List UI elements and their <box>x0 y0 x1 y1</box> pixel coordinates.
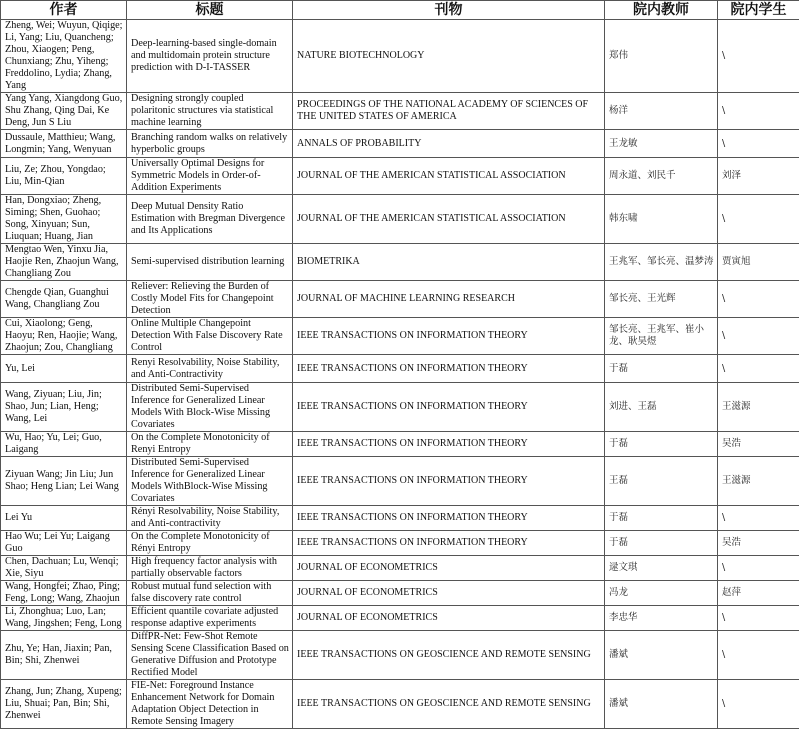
cell-authors: Cui, Xiaolong; Geng, Haoyu; Ren, Haojie; Wang, Zhaojun; Zou, Changliang <box>1 318 127 355</box>
table-row <box>1 506 799 531</box>
cell-faculty: 周永道、刘民千 <box>605 158 718 195</box>
cell-faculty: 刘进、王磊 <box>605 383 718 432</box>
cell-students: \ <box>718 631 799 680</box>
cell-faculty: 王兆军、邹长亮、温梦涛 <box>605 244 718 281</box>
cell-title: Designing strongly coupled polaritonic structures via statistical machine learning <box>127 93 293 130</box>
cell-journal: IEEE TRANSACTIONS ON INFORMATION THEORY <box>293 457 605 506</box>
cell-students: \ <box>718 506 799 531</box>
cell-authors: Zhu, Ye; Han, Jiaxin; Pan, Bin; Shi, Zhenwei <box>1 631 127 680</box>
cell-journal: IEEE TRANSACTIONS ON INFORMATION THEORY <box>293 355 605 383</box>
cell-faculty: 冯龙 <box>605 581 718 606</box>
cell-journal: IEEE TRANSACTIONS ON GEOSCIENCE AND REMOTE SENSING <box>293 680 605 729</box>
cell-students: \ <box>718 195 799 244</box>
cell-title: On the Complete Monotonicity of Renyi Entropy <box>127 432 293 457</box>
cell-title: Deep Mutual Density Ratio Estimation with Bregman Divergence and Its Applications <box>127 195 293 244</box>
cell-students: \ <box>718 556 799 581</box>
cell-journal: ANNALS OF PROBABILITY <box>293 130 605 158</box>
cell-faculty: 邹长亮、王兆军、崔小龙、耿昊煜 <box>605 318 718 355</box>
cell-students: 赵萍 <box>718 581 799 606</box>
cell-students: \ <box>718 680 799 729</box>
cell-students: \ <box>718 355 799 383</box>
cell-authors: Zhang, Jun; Zhang, Xupeng; Liu, Shuai; Pan, Bin; Shi, Zhenwei <box>1 680 127 729</box>
table-row <box>1 244 799 281</box>
cell-authors: Wu, Hao; Yu, Lei; Guo, Laigang <box>1 432 127 457</box>
cell-journal: IEEE TRANSACTIONS ON INFORMATION THEORY <box>293 531 605 556</box>
header-row <box>1 1 799 20</box>
cell-students: 贾寅旭 <box>718 244 799 281</box>
cell-faculty: 于磊 <box>605 355 718 383</box>
table-row <box>1 383 799 432</box>
cell-title: Universally Optimal Designs for Symmetric Models in Order-of-Addition Experiments <box>127 158 293 195</box>
cell-journal: JOURNAL OF ECONOMETRICS <box>293 581 605 606</box>
cell-students: \ <box>718 606 799 631</box>
cell-students: 王滋源 <box>718 457 799 506</box>
table-row <box>1 531 799 556</box>
cell-authors: Yu, Lei <box>1 355 127 383</box>
cell-faculty: 邹长亮、王光辉 <box>605 281 718 318</box>
cell-faculty: 郑伟 <box>605 20 718 93</box>
cell-faculty: 李忠华 <box>605 606 718 631</box>
table-row <box>1 457 799 506</box>
cell-students: 王滋源 <box>718 383 799 432</box>
cell-title: Online Multiple Changepoint Detection With False Discovery Rate Control <box>127 318 293 355</box>
table-row <box>1 432 799 457</box>
cell-title: Distributed Semi-Supervised Inference for Generalized Linear Models WithBlock-Wise Missing Covariates <box>127 457 293 506</box>
cell-students: 吴浩 <box>718 531 799 556</box>
cell-journal: IEEE TRANSACTIONS ON INFORMATION THEORY <box>293 432 605 457</box>
cell-authors: Dussaule, Matthieu; Wang, Longmin; Yang, Wenyuan <box>1 130 127 158</box>
cell-students: 吴浩 <box>718 432 799 457</box>
cell-title: Distributed Semi-Supervised Inference for Generalized Linear Models With Block-Wise Missing Covariates <box>127 383 293 432</box>
cell-title: Branching random walks on relatively hyperbolic groups <box>127 130 293 158</box>
cell-authors: Li, Zhonghua; Luo, Lan; Wang, Jingshen; Feng, Long <box>1 606 127 631</box>
cell-authors: Chengde Qian, Guanghui Wang, Changliang Zou <box>1 281 127 318</box>
cell-journal: JOURNAL OF THE AMERICAN STATISTICAL ASSOCIATION <box>293 195 605 244</box>
header-journal: 刊物 <box>293 1 605 20</box>
table-row <box>1 281 799 318</box>
table-row <box>1 556 799 581</box>
table-row <box>1 130 799 158</box>
cell-journal: IEEE TRANSACTIONS ON INFORMATION THEORY <box>293 383 605 432</box>
table-row <box>1 20 799 93</box>
cell-authors: Wang, Hongfei; Zhao, Ping; Feng, Long; Wang, Zhaojun <box>1 581 127 606</box>
cell-title: FIE-Net: Foreground Instance Enhancement Network for Domain Adaptation Object Detection in Remote Sensing Imagery <box>127 680 293 729</box>
cell-journal: BIOMETRIKA <box>293 244 605 281</box>
cell-authors: Wang, Ziyuan; Liu, Jin; Shao, Jun; Lian, Heng; Wang, Lei <box>1 383 127 432</box>
cell-authors: Ziyuan Wang; Jin Liu; Jun Shao; Heng Lian; Lei Wang <box>1 457 127 506</box>
cell-faculty: 潘斌 <box>605 631 718 680</box>
cell-students: \ <box>718 130 799 158</box>
cell-title: On the Complete Monotonicity of Rényi Entropy <box>127 531 293 556</box>
cell-title: Efficient quantile covariate adjusted response adaptive experiments <box>127 606 293 631</box>
cell-authors: Liu, Ze; Zhou, Yongdao; Liu, Min-Qian <box>1 158 127 195</box>
table-row <box>1 318 799 355</box>
cell-title: DiffPR-Net: Few-Shot Remote Sensing Scene Classification Based on Generative Diffusion and Prototype Rectified Model <box>127 631 293 680</box>
cell-title: Robust mutual fund selection with false discovery rate control <box>127 581 293 606</box>
cell-journal: JOURNAL OF THE AMERICAN STATISTICAL ASSOCIATION <box>293 158 605 195</box>
cell-authors: Han, Dongxiao; Zheng, Siming; Shen, Guohao; Song, Xinyuan; Sun, Liuquan; Huang, Jian <box>1 195 127 244</box>
cell-authors: Hao Wu; Lei Yu; Laigang Guo <box>1 531 127 556</box>
cell-students: \ <box>718 318 799 355</box>
cell-title: Renyi Resolvability, Noise Stability, and Anti-Contractivity <box>127 355 293 383</box>
cell-title: Reliever: Relieving the Burden of Costly Model Fits for Changepoint Detection <box>127 281 293 318</box>
cell-journal: JOURNAL OF ECONOMETRICS <box>293 606 605 631</box>
header-faculty: 院内教师 <box>605 1 718 20</box>
header-students: 院内学生 <box>718 1 799 20</box>
cell-authors: Chen, Dachuan; Lu, Wenqi; Xie, Siyu <box>1 556 127 581</box>
table-row <box>1 606 799 631</box>
cell-title: High frequency factor analysis with partially observable factors <box>127 556 293 581</box>
table-row <box>1 93 799 130</box>
cell-journal: PROCEEDINGS OF THE NATIONAL ACADEMY OF SCIENCES OF THE UNITED STATES OF AMERICA <box>293 93 605 130</box>
table-row <box>1 631 799 680</box>
cell-faculty: 于磊 <box>605 432 718 457</box>
cell-journal: JOURNAL OF ECONOMETRICS <box>293 556 605 581</box>
table-row <box>1 680 799 729</box>
cell-journal: IEEE TRANSACTIONS ON INFORMATION THEORY <box>293 506 605 531</box>
table-row <box>1 581 799 606</box>
cell-students: 刘泽 <box>718 158 799 195</box>
table-row <box>1 158 799 195</box>
cell-faculty: 杨洋 <box>605 93 718 130</box>
cell-faculty: 潘斌 <box>605 680 718 729</box>
cell-faculty: 于磊 <box>605 531 718 556</box>
cell-title: Rényi Resolvability, Noise Stability, and Anti-contractivity <box>127 506 293 531</box>
cell-title: Deep-learning-based single-domain and multidomain protein structure prediction with D-I-TASSER <box>127 20 293 93</box>
cell-faculty: 王龙敏 <box>605 130 718 158</box>
header-title: 标题 <box>127 1 293 20</box>
cell-journal: JOURNAL OF MACHINE LEARNING RESEARCH <box>293 281 605 318</box>
table-row <box>1 195 799 244</box>
cell-faculty: 于磊 <box>605 506 718 531</box>
cell-authors: Yang Yang, Xiangdong Guo, Shu Zhang, Qing Dai, Ke Deng, Jun S Liu <box>1 93 127 130</box>
cell-journal: IEEE TRANSACTIONS ON GEOSCIENCE AND REMOTE SENSING <box>293 631 605 680</box>
cell-journal: IEEE TRANSACTIONS ON INFORMATION THEORY <box>293 318 605 355</box>
cell-authors: Lei Yu <box>1 506 127 531</box>
cell-students: \ <box>718 20 799 93</box>
cell-students: \ <box>718 281 799 318</box>
cell-journal: NATURE BIOTECHNOLOGY <box>293 20 605 93</box>
cell-authors: Zheng, Wei; Wuyun, Qiqige; Li, Yang; Liu, Quancheng; Zhou, Xiaogen; Peng, Chunxiang; Zhu, Yiheng; Freddolino, Lydia; Zhang, Yang <box>1 20 127 93</box>
cell-faculty: 王磊 <box>605 457 718 506</box>
cell-faculty: 韩东啸 <box>605 195 718 244</box>
cell-faculty: 逯文琪 <box>605 556 718 581</box>
cell-authors: Mengtao Wen, Yinxu Jia, Haojie Ren, Zhaojun Wang, Changliang Zou <box>1 244 127 281</box>
cell-title: Semi-supervised distribution learning <box>127 244 293 281</box>
cell-students: \ <box>718 93 799 130</box>
table-row <box>1 355 799 383</box>
header-authors: 作者 <box>1 1 127 20</box>
